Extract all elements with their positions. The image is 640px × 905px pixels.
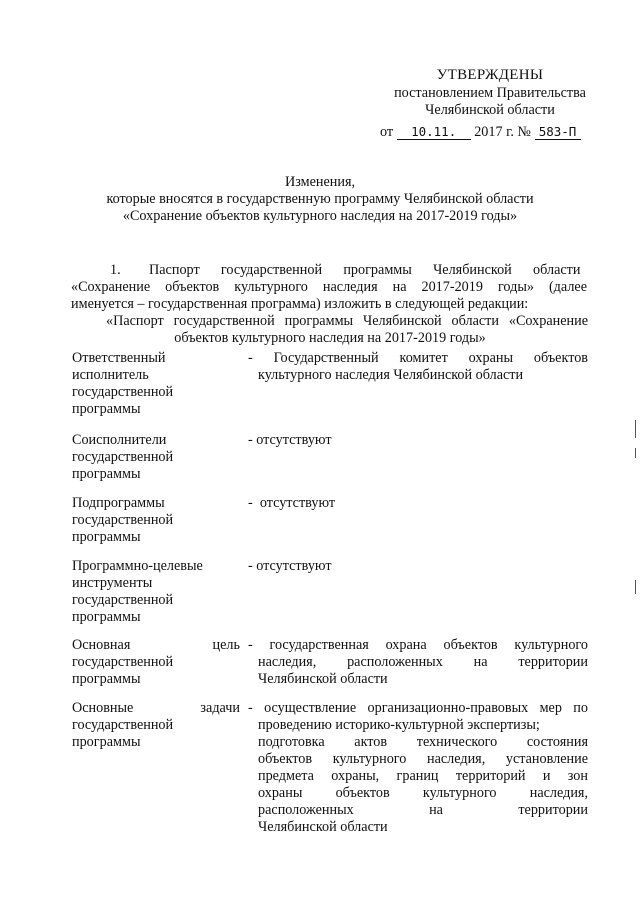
title-line-3: «Сохранение объектов культурного наследия на 2017-2019 годы» <box>122 208 518 224</box>
row-value: - осуществление организационно-правовых мер по проведению историко-культурной экспертизы; подготовка актов технического состояния объектов культурного наследия, установление предмета охраны, границ территорий и зон охраны объектов культурного наследия, расположенных на территории Челябинской области <box>248 700 588 835</box>
approval-heading: УТВЕРЖДЕНЫ <box>436 67 544 83</box>
row-value: - Государственный комитет охраны объектов культурного наследия Челябинской области <box>248 350 588 383</box>
scan-edge-mark <box>635 580 636 594</box>
row-label: Соисполнители государственной программы <box>72 432 174 482</box>
date-prefix: от <box>380 124 394 140</box>
approval-line-1: постановлением Правительства <box>394 85 586 101</box>
row-value: - государственная охрана объектов культурного наследия, расположенных на территории Челябинской области <box>248 637 588 687</box>
scan-edge-mark <box>635 420 636 438</box>
row-value: - отсутствуют <box>248 432 332 448</box>
date-value: 10.11. <box>397 125 471 140</box>
row-label: Основная цель государственной программы <box>72 637 240 687</box>
item1-line-5: объектов культурного наследия на 2017-2019 годы» <box>174 330 486 346</box>
title-line-1: Изменения, <box>284 174 356 190</box>
document-number: 583-П <box>535 125 581 140</box>
row-label: Основные задачи государственной программы <box>72 700 240 750</box>
row-value: - отсутствуют <box>248 558 332 574</box>
row-label: Подпрограммы государственной программы <box>72 495 174 545</box>
document-title <box>80 174 560 225</box>
row-value: - отсутствуют <box>248 495 336 511</box>
item1-line-4: «Паспорт государственной программы Челябинской области «Сохранение <box>106 313 588 329</box>
title-line-2: которые вносятся в государственную программу Челябинской области <box>106 191 534 207</box>
item1-line-3: именуется – государственная программа) изложить в следующей редакции: <box>71 296 529 312</box>
approval-line-2: Челябинской области <box>425 102 555 118</box>
item1-line-2: «Сохранение объектов культурного наследия на 2017-2019 годы» (далее <box>71 279 587 295</box>
row-label: Ответственный исполнитель государственной программы <box>72 350 174 417</box>
year-text: 2017 г. № <box>474 124 531 140</box>
item1-line-1: 1. Паспорт государственной программы Челябинской области <box>110 262 581 278</box>
scan-edge-mark <box>635 448 636 458</box>
approval-date-row <box>380 124 620 141</box>
row-label: Программно-целевые инструменты государственной программы <box>72 558 203 625</box>
approval-block <box>370 66 610 119</box>
